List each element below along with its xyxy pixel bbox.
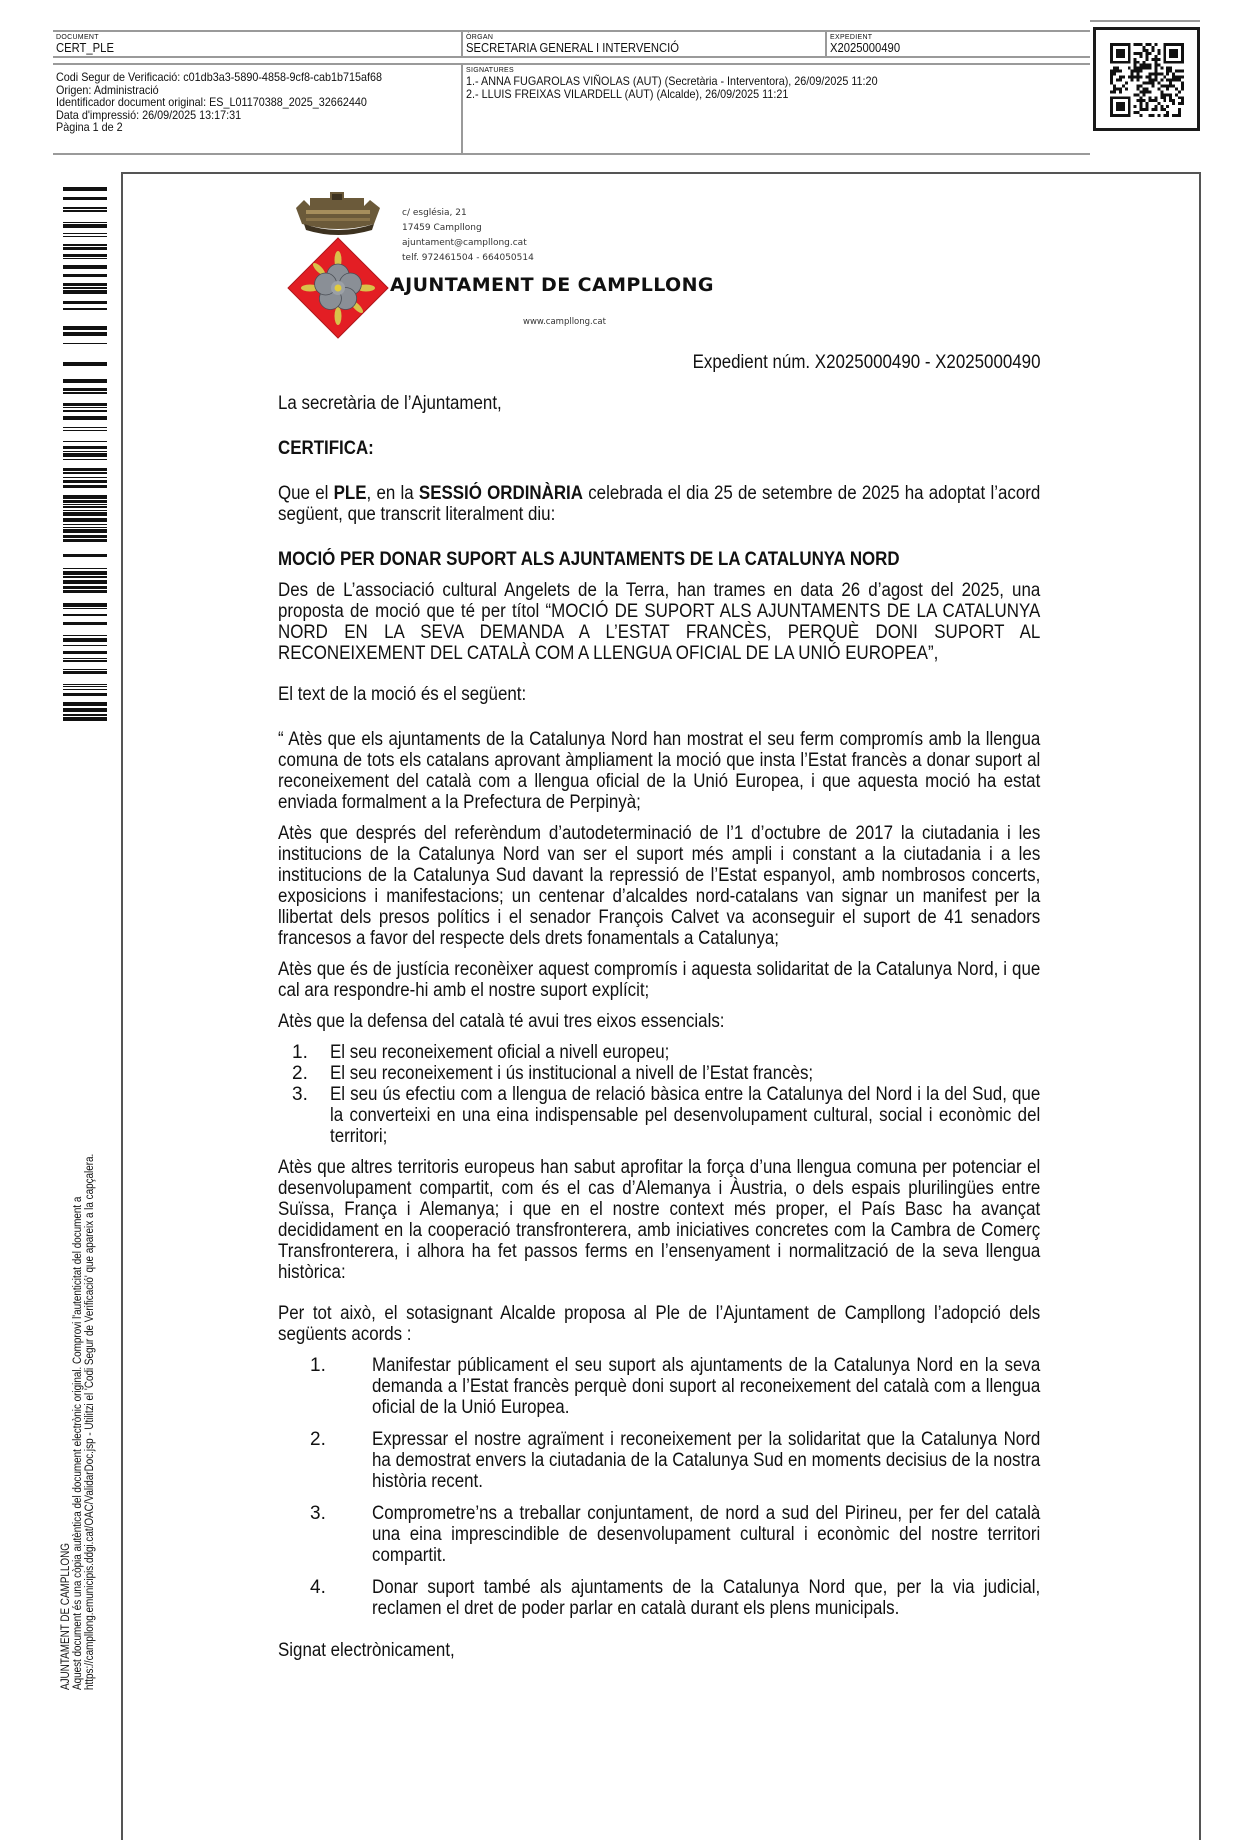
certificate-body bbox=[278, 352, 1040, 1661]
list-item: 1. El seu reconeixement oficial a nivell europeu; bbox=[292, 1042, 670, 1063]
page-number: Pàgina 1 de 2 bbox=[56, 120, 123, 134]
organ-cell bbox=[461, 32, 825, 56]
whereas-2: Atès que després del referèndum d’autodeterminació de l’1 d’octubre de 2017 la ciutadania i les institucions de la Catalunya Nord van ser el suport més ampli i constant a la ciutadania i a les institucions de la Catalunya Sud davant la repressió de l’Estat espanyol, amb nombrosos concerts, exposicions i manifestacions; un centenar d’alcaldes nord-catalans van signar un manifest per la llibertat dels presos polítics i el senador François Calvet va aconseguir el suport de 41 senadors francesos a favor del respecte dels drets fonamentals a Catalunya; bbox=[278, 823, 1041, 949]
certifica-heading: CERTIFICA: bbox=[278, 438, 374, 459]
motion-title: MOCIÓ PER DONAR SUPORT ALS AJUNTAMENTS DE LA CATALUNYA NORD bbox=[278, 549, 900, 570]
side-note-line-3: https://campllong.emunicipis.ddgi.cat/OAC/ValidarDoc.jsp - Utilitzi el 'Codi Segur de Verificació' que apareix a la capçalera. bbox=[84, 1153, 96, 1690]
list-item: 2. El seu reconeixement i ús institucional a nivell de l’Estat francès; bbox=[292, 1063, 814, 1084]
origin: Origen: Administració bbox=[56, 82, 159, 97]
divider bbox=[1090, 20, 1200, 22]
signatures-cell bbox=[461, 65, 1090, 153]
expedient-cell bbox=[825, 32, 1090, 56]
verification-row bbox=[53, 63, 1090, 155]
intro-paragraph: Que el PLE, en la SESSIÓ ORDINÀRIA celebrada el dia 25 de setembre de 2025 ha adoptat l’acord següent, que transcrit literalment diu: bbox=[278, 483, 1041, 525]
qr-code-box bbox=[1093, 27, 1200, 131]
verification-info-cell bbox=[53, 65, 461, 153]
document-label: DOCUMENT bbox=[56, 34, 99, 41]
document-value: CERT_PLE bbox=[56, 41, 114, 55]
qr-code-icon bbox=[1110, 43, 1184, 117]
list-item: 3. Comprometre’ns a treballar conjuntament, de nord a sud del Pirineu, per fer del català una eina imprescindible de desenvolupament cultural i econòmic del nostre territori compartit. bbox=[310, 1503, 1041, 1566]
signatures-label: SIGNATURES bbox=[466, 67, 514, 74]
whereas-1: “ Atès que els ajuntaments de la Catalunya Nord han mostrat el seu ferm compromís amb la llengua comuna de tots els catalans aprovant àmpliament la moció que insta l’Estat francès a donar suport al reconeixement del català com a llengua oficial de la Unió Europea, i que aquesta moció ha estat enviada formalment a la Prefectura de Perpinyà; bbox=[278, 729, 1041, 813]
agreements-list bbox=[310, 1355, 1040, 1619]
list-item: 4. Donar suport també als ajuntaments de la Catalunya Nord que, per la via judicial, reclamen el dret de poder parlar en català durant els plens municipals. bbox=[310, 1577, 1041, 1619]
vertical-authenticity-note bbox=[60, 1000, 96, 1690]
address-city: 17459 Campllong bbox=[402, 223, 482, 233]
address-block bbox=[402, 206, 534, 266]
signature-1: 1.- ANNA FUGAROLAS VIÑOLAS (AUT) (Secretària - Interventora), 26/09/2025 11:20 bbox=[466, 74, 878, 88]
crown-icon bbox=[296, 192, 380, 235]
town-hall-name: AJUNTAMENT DE CAMPLLONG bbox=[390, 274, 714, 296]
background-paragraph: Des de L’associació cultural Angelets de la Terra, han trames en data 26 d’agost del 2025, una proposta de moció que té per títol “MOCIÓ DE SUPORT ALS AJUNTAMENTS DE LA CATALUNYA NORD EN LA SEVA DEMANDA A L’ESTAT FRANCÈS, PERQUÈ DONI SUPORT AL RECONEIXEMENT DEL CATALÀ COM A LLENGUA OFICIAL DE LA UNIÓ EUROPEA”, bbox=[278, 580, 1041, 664]
address-street: c/ església, 21 bbox=[402, 208, 467, 218]
coat-of-arms-icon bbox=[282, 188, 394, 340]
signature-2: 2.- LLUIS FREIXAS VILARDELL (AUT) (Alcalde), 26/09/2025 11:21 bbox=[466, 86, 789, 101]
list-item: 1. Manifestar públicament el seu suport als ajuntaments de la Catalunya Nord en la seva demanda a l’Estat francès perquè doni suport al reconeixement del català com a llengua oficial de la Unió Europea. bbox=[310, 1355, 1041, 1418]
address-email[interactable]: ajuntament@campllong.cat bbox=[402, 238, 527, 248]
whereas-3: Atès que és de justícia reconèixer aquest compromís i aquesta solidaritat de la Catalunya Nord, i que cal ara respondre-hi amb el nostre suport explícit; bbox=[278, 959, 1041, 1001]
document-type-cell bbox=[53, 32, 461, 56]
expedient-value: X2025000490 bbox=[830, 41, 901, 55]
whereas-4: Atès que la defensa del català té avui tres eixos essencials: bbox=[278, 1011, 725, 1032]
barcode-icon bbox=[63, 187, 107, 722]
proposal-paragraph: Per tot això, el sotasignant Alcalde proposa al Ple de l’Ajuntament de Campllong l’adopció dels següents acords : bbox=[278, 1303, 1041, 1345]
axes-list bbox=[292, 1042, 1040, 1147]
expedient-label: EXPEDIENT bbox=[830, 34, 873, 41]
organ-label: ÒRGAN bbox=[466, 34, 494, 41]
print-date: Data d'impressió: 26/09/2025 13:17:31 bbox=[56, 107, 242, 122]
original-identifier: Identificador document original: ES_L01170388_2025_32662440 bbox=[56, 95, 367, 109]
whereas-5: Atès que altres territoris europeus han sabut aprofitar la força d’una llengua comuna per potenciar el desenvolupament compartit, com és el cas d’Alemanya i Àustria, o dels espais plurilingües entre Suïssa, França i Alemanya; i que en el nostre context més proper, el País Basc ha avançat decididament en la cooperació transfronterera, amb iniciatives concretes com la Cambra de Comerç Transfronterera, i alhora ha fet passos ferms en l’ensenyament i normalització de la seva llengua històrica: bbox=[278, 1157, 1041, 1283]
side-note-line-1: AJUNTAMENT DE CAMPLLONG bbox=[60, 1543, 72, 1690]
expedient-reference: Expedient núm. X2025000490 - X2025000490 bbox=[692, 352, 1040, 373]
list-item: 3. El seu ús efectiu com a llengua de relació bàsica entre la Catalunya del Nord i la del Sud, que la converteixi en una eina indispensable pel desenvolupament cultural, social i econòmic del territori; bbox=[292, 1084, 1041, 1147]
document-metadata-row bbox=[53, 30, 1090, 58]
text-intro: El text de la moció és el següent: bbox=[278, 684, 527, 705]
signed-note: Signat electrònicament, bbox=[278, 1640, 455, 1661]
side-note-line-2: Aquest document és una còpia autèntica del document electrònic original. Comprovi l'autenticitat del document a bbox=[72, 1196, 84, 1690]
address-phone: telf. 972461504 - 664050514 bbox=[402, 253, 534, 263]
organ-value: SECRETARIA GENERAL I INTERVENCIÓ bbox=[466, 41, 679, 55]
csv-code: Codi Segur de Verificació: c01db3a3-5890-4858-9cf8-cab1b715af68 bbox=[56, 70, 383, 84]
addressee: La secretària de l’Ajuntament, bbox=[278, 393, 502, 414]
list-item: 2. Expressar el nostre agraïment i reconeixement per la solidaritat que la Catalunya Nord ha demostrat envers la ciutadania de la Catalunya Sud en moments decisius de la nostra història recent. bbox=[310, 1429, 1041, 1492]
website-link[interactable]: www.campllong.cat bbox=[523, 317, 606, 327]
